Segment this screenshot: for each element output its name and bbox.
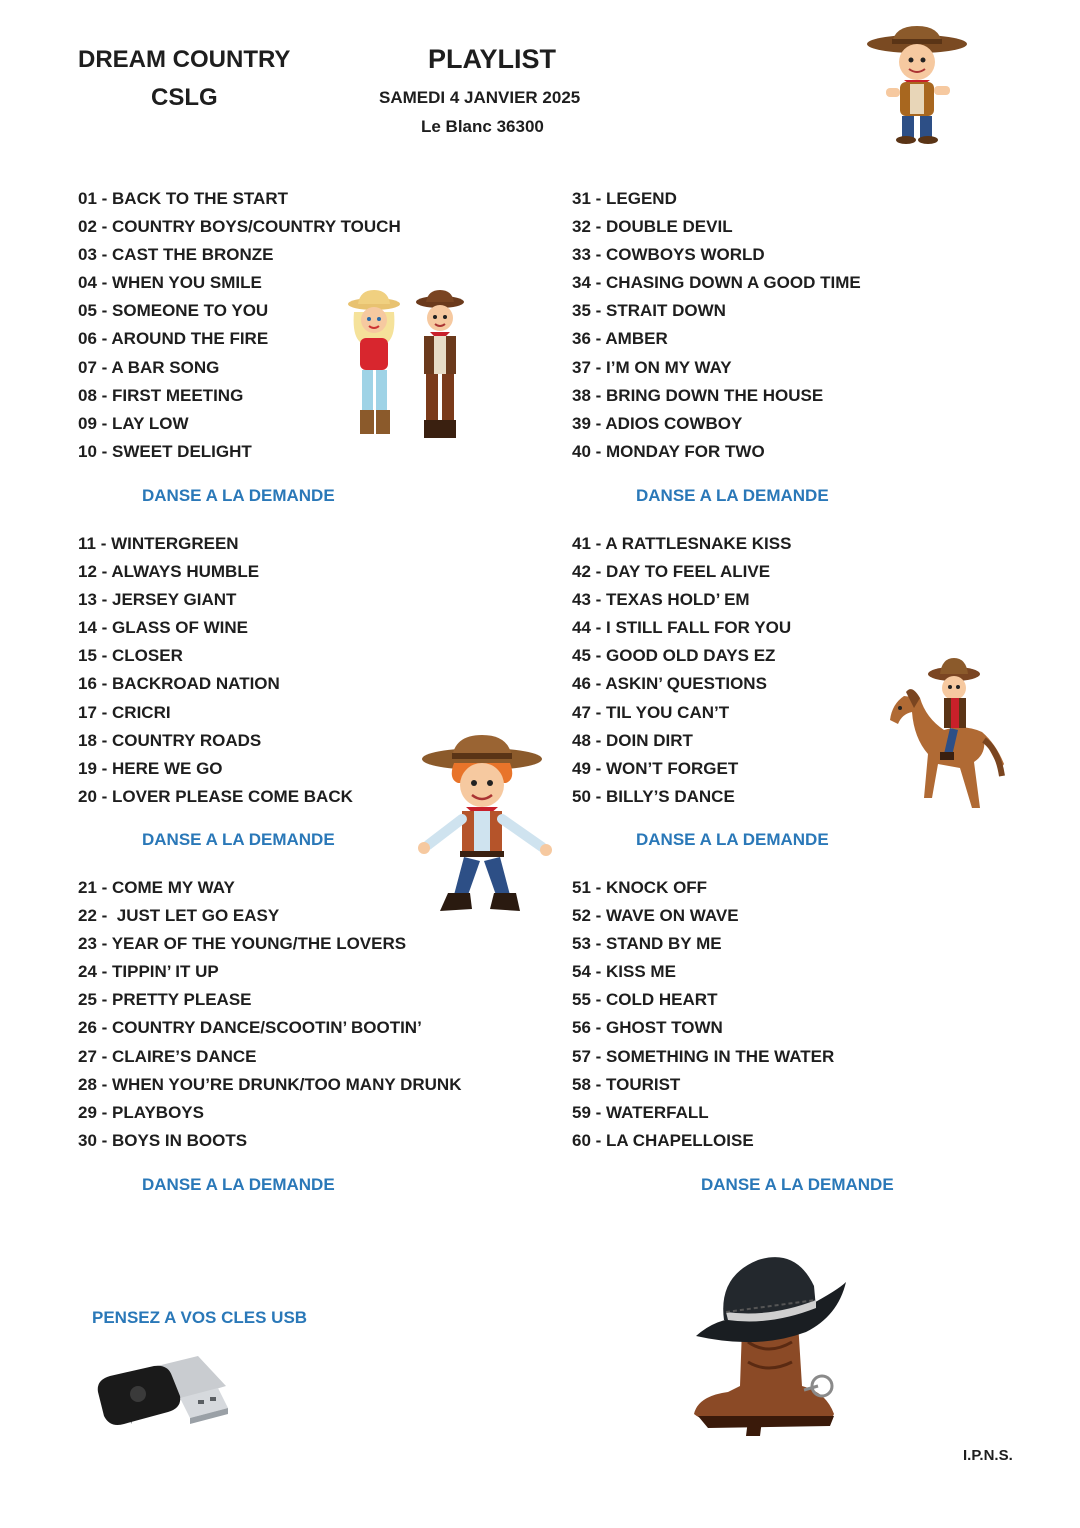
org-abbrev: CSLG <box>151 84 218 111</box>
song-item: 55 - COLD HEART <box>572 990 718 1010</box>
song-item: 30 - BOYS IN BOOTS <box>78 1130 248 1150</box>
song-item: 18 - COUNTRY ROADS <box>78 730 262 750</box>
song-item: 19 - HERE WE GO <box>78 758 223 778</box>
song-item: 54 - KISS ME <box>572 962 676 982</box>
song-block-6 <box>572 874 834 1155</box>
dance-on-demand-label: DANSE A LA DEMANDE <box>636 830 829 849</box>
song-item: 60 - LA CHAPELLOISE <box>572 1130 754 1150</box>
song-item: 06 - AROUND THE FIRE <box>78 329 269 349</box>
song-item: 33 - COWBOYS WORLD <box>572 245 765 265</box>
song-item: 48 - DOIN DIRT <box>572 730 693 750</box>
song-item: 36 - AMBER <box>572 329 668 349</box>
song-item: 07 - A BAR SONG <box>78 357 220 377</box>
song-item: 03 - CAST THE BRONZE <box>78 245 274 265</box>
cowboy-hat-and-boot-icon <box>688 1246 853 1438</box>
song-item: 34 - CHASING DOWN A GOOD TIME <box>572 273 861 293</box>
song-item: 27 - CLAIRE’S DANCE <box>78 1046 257 1066</box>
song-block-4 <box>572 185 861 466</box>
song-block-5 <box>572 530 791 811</box>
song-block-2 <box>78 530 353 811</box>
song-item: 12 - ALWAYS HUMBLE <box>78 562 260 582</box>
song-item: 46 - ASKIN’ QUESTIONS <box>572 674 767 694</box>
cowboy-kid-top-right-icon <box>862 24 972 146</box>
song-item: 50 - BILLY’S DANCE <box>572 786 735 806</box>
song-item: 45 - GOOD OLD DAYS EZ <box>572 646 776 666</box>
song-item: 02 - COUNTRY BOYS/COUNTRY TOUCH <box>78 217 401 237</box>
org-name: DREAM COUNTRY <box>78 46 291 73</box>
song-item: 28 - WHEN YOU’RE DRUNK/TOO MANY DRUNK <box>78 1074 462 1094</box>
event-date: SAMEDI 4 JANVIER 2025 <box>379 88 581 107</box>
song-block-3 <box>78 874 461 1155</box>
song-item: 43 - TEXAS HOLD’ EM <box>572 590 750 610</box>
page-title: PLAYLIST <box>428 44 557 74</box>
song-item: 08 - FIRST MEETING <box>78 385 244 405</box>
usb-stick-icon <box>94 1352 240 1442</box>
dance-on-demand-label: DANSE A LA DEMANDE <box>142 486 335 505</box>
song-item: 49 - WON’T FORGET <box>572 758 739 778</box>
song-item: 04 - WHEN YOU SMILE <box>78 273 262 293</box>
song-item: 26 - COUNTRY DANCE/SCOOTIN’ BOOTIN’ <box>78 1018 422 1038</box>
song-item: 25 - PRETTY PLEASE <box>78 990 252 1010</box>
song-item: 41 - A RATTLESNAKE KISS <box>572 534 792 553</box>
song-item: 24 - TIPPIN’ IT UP <box>78 962 219 982</box>
song-item: 47 - TIL YOU CAN’T <box>572 702 730 722</box>
dance-on-demand-label: DANSE A LA DEMANDE <box>636 486 829 505</box>
song-item: 52 - WAVE ON WAVE <box>572 906 739 926</box>
song-item: 51 - KNOCK OFF <box>572 878 708 897</box>
song-item: 53 - STAND BY ME <box>572 934 722 954</box>
song-item: 58 - TOURIST <box>572 1074 681 1094</box>
song-item: 10 - SWEET DELIGHT <box>78 441 252 461</box>
song-item: 16 - BACKROAD NATION <box>78 674 280 694</box>
song-item: 13 - JERSEY GIANT <box>78 590 237 610</box>
song-item: 22 - JUST LET GO EASY <box>78 906 280 926</box>
song-item: 09 - LAY LOW <box>78 413 189 433</box>
song-item: 40 - MONDAY FOR TWO <box>572 441 765 461</box>
song-item: 17 - CRICRI <box>78 702 171 722</box>
cowboy-dancer-icon <box>414 733 552 919</box>
song-item: 56 - GHOST TOWN <box>572 1018 723 1038</box>
song-item: 20 - LOVER PLEASE COME BACK <box>78 786 353 806</box>
event-location: Le Blanc 36300 <box>421 117 544 136</box>
song-item: 15 - CLOSER <box>78 646 183 666</box>
song-item: 31 - LEGEND <box>572 189 677 208</box>
cowboy-on-horse-icon <box>884 658 1010 840</box>
song-item: 23 - YEAR OF THE YOUNG/THE LOVERS <box>78 934 407 954</box>
song-item: 32 - DOUBLE DEVIL <box>572 217 733 237</box>
song-item: 57 - SOMETHING IN THE WATER <box>572 1046 835 1066</box>
song-item: 59 - WATERFALL <box>572 1102 709 1122</box>
dance-on-demand-label: DANSE A LA DEMANDE <box>701 1175 894 1194</box>
song-item: 39 - ADIOS COWBOY <box>572 413 743 433</box>
dance-on-demand-label: DANSE A LA DEMANDE <box>142 1175 335 1194</box>
ipns-mark: I.P.N.S. <box>963 1447 1013 1464</box>
song-item: 21 - COME MY WAY <box>78 878 235 897</box>
song-item: 37 - I’M ON MY WAY <box>572 357 732 377</box>
song-item: 42 - DAY TO FEEL ALIVE <box>572 562 771 582</box>
cowgirl-and-cowboy-couple-icon <box>342 290 477 445</box>
song-item: 35 - STRAIT DOWN <box>572 301 726 321</box>
usb-reminder: PENSEZ A VOS CLES USB <box>92 1308 308 1327</box>
song-item: 44 - I STILL FALL FOR YOU <box>572 618 792 638</box>
song-item: 38 - BRING DOWN THE HOUSE <box>572 385 824 405</box>
song-item: 29 - PLAYBOYS <box>78 1102 204 1122</box>
song-item: 14 - GLASS OF WINE <box>78 618 249 638</box>
song-item: 01 - BACK TO THE START <box>78 189 288 208</box>
song-item: 05 - SOMEONE TO YOU <box>78 301 269 321</box>
song-item: 11 - WINTERGREEN <box>78 534 239 553</box>
dance-on-demand-label: DANSE A LA DEMANDE <box>142 830 335 849</box>
